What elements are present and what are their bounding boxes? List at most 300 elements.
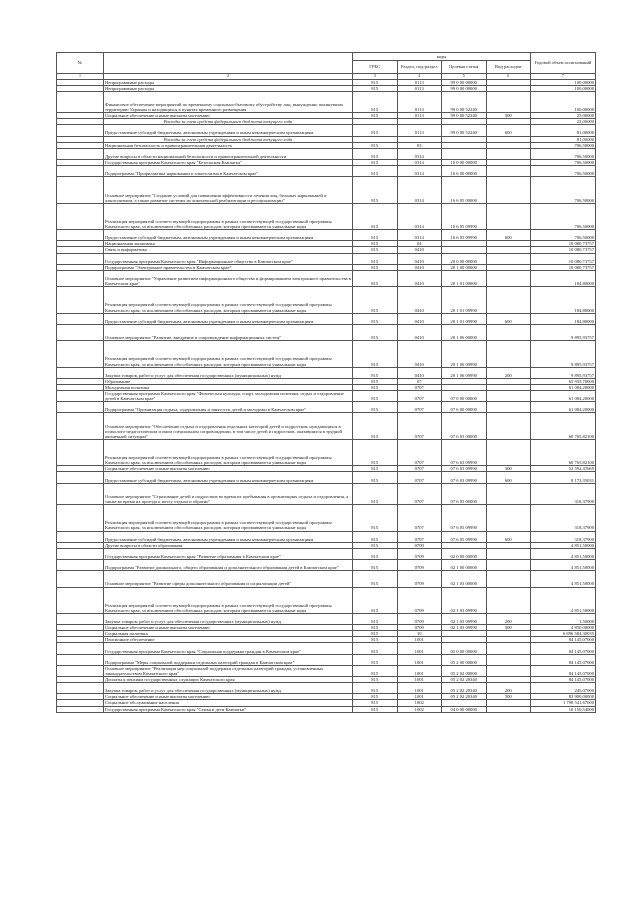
- table-row: [57, 654, 596, 665]
- row-name-cell: Социальное обеспечение и иные выплаты населению: [104, 113, 353, 119]
- row-grbs-cell: 815: [353, 665, 398, 676]
- row-grbs-cell: 815: [353, 694, 398, 700]
- row-vr-cell: [486, 253, 531, 264]
- colnum: 2: [104, 74, 353, 80]
- row-razdel-cell: 0113: [397, 91, 442, 112]
- row-name-cell: Реализация мероприятий соответствующей подпрограммы в рамках соответствующей государственной программы Камчатского края, за исключением обособленных расходов, которым присваиваются уникальные коды: [104, 203, 353, 230]
- row-csr-cell: 02 0 00 00000: [442, 548, 487, 559]
- row-name-cell: Социальное обеспечение и иные выплаты населению: [104, 694, 353, 700]
- row-grbs-cell: 815: [353, 483, 398, 504]
- row-name-cell: Основное мероприятие "Обеспечение отдыха и оздоровления отдельных категорий детей и подростков, нуждающихся в психолого-педагогическом и ином специальном сопровождении, в том числе детей и подростков, оказавшихся в трудной жизненной ситуации": [104, 413, 353, 440]
- row-num-cell: [57, 643, 104, 654]
- row-sum-cell: 83 900,00000: [531, 694, 596, 700]
- row-sum-cell: 1 798 541,67000: [531, 700, 596, 706]
- header-csr: Целевая статья: [442, 61, 487, 74]
- row-sum-cell: 10 080,73757: [531, 253, 596, 264]
- row-csr-cell: 20 1 01 09990: [442, 313, 487, 324]
- budget-table: [56, 52, 596, 713]
- row-csr-cell: 07 6 03 09990: [442, 439, 487, 466]
- row-grbs-cell: 815: [353, 472, 398, 483]
- row-csr-cell: 16 6 00 00000: [442, 166, 487, 177]
- row-csr-cell: 07 6 03 00000: [442, 413, 487, 440]
- row-name-cell: Социальное обеспечение и иные выплаты населению: [104, 466, 353, 472]
- row-grbs-cell: 815: [353, 253, 398, 264]
- row-num-cell: [57, 472, 104, 483]
- row-vr-cell: [486, 483, 531, 504]
- row-num-cell: [57, 270, 104, 286]
- table-row: [57, 587, 596, 614]
- row-csr-cell: 20 1 01 00000: [442, 270, 487, 286]
- row-num-cell: [57, 587, 104, 614]
- row-vr-cell: [486, 91, 531, 112]
- row-csr-cell: 16 6 05 09990: [442, 203, 487, 230]
- row-name-cell: Подпрограмма "Организация отдыха, оздоровления и занятости детей и молодежи в Камчатском крае": [104, 402, 353, 413]
- row-name-cell: Государственная программа Камчатского края "Физическая культура, спорт, молодежная политика, отдых и оздоровление детей в Камчатском крае": [104, 391, 353, 402]
- row-razdel-cell: 0707: [397, 391, 442, 402]
- row-grbs-cell: 815: [353, 631, 398, 637]
- row-num-cell: [57, 125, 104, 136]
- row-num-cell: [57, 148, 104, 159]
- row-grbs-cell: 815: [353, 341, 398, 368]
- row-vr-cell: [486, 287, 531, 314]
- row-grbs-cell: 815: [353, 91, 398, 112]
- row-num-cell: [57, 654, 104, 665]
- row-vr-cell: [486, 505, 531, 532]
- row-csr-cell: 20 0 00 00000: [442, 253, 487, 264]
- table-row: [57, 270, 596, 286]
- row-vr-cell: [486, 341, 531, 368]
- row-razdel-cell: 0709: [397, 542, 442, 548]
- row-sum-cell: 318,37900: [531, 531, 596, 542]
- row-razdel-cell: 1001: [397, 677, 442, 683]
- row-grbs-cell: 815: [353, 148, 398, 159]
- row-razdel-cell: 0410: [397, 341, 442, 368]
- row-razdel-cell: 1001: [397, 637, 442, 643]
- row-num-cell: [57, 253, 104, 264]
- row-razdel-cell: 07: [397, 378, 442, 384]
- row-razdel-cell: 0707: [397, 384, 442, 390]
- row-sum-cell: 100,00000: [531, 79, 596, 85]
- table-row: [57, 313, 596, 324]
- table-row: [57, 341, 596, 368]
- table-row: [57, 391, 596, 402]
- row-csr-cell: 20 1 06 09990: [442, 341, 487, 368]
- row-razdel-cell: 0314: [397, 166, 442, 177]
- row-name-cell: Предоставление субсидий бюджетным, автономным учреждениям и иным некоммерческим организациям: [104, 531, 353, 542]
- row-razdel-cell: 0707: [397, 413, 442, 440]
- row-vr-cell: [486, 548, 531, 559]
- row-num-cell: [57, 324, 104, 340]
- row-vr-cell: 600: [486, 531, 531, 542]
- row-name-cell: Основное мероприятие "Реализация мер социальной поддержки отдельных категорий граждан, установленных законодательством Камчатского края": [104, 665, 353, 676]
- row-grbs-cell: 815: [353, 247, 398, 253]
- row-num-cell: [57, 402, 104, 413]
- row-grbs-cell: 815: [353, 142, 398, 148]
- row-csr-cell: 02 1 03 09990: [442, 587, 487, 614]
- row-sum-cell: 706,50000: [531, 159, 596, 165]
- header-vr: Вид расходов: [486, 61, 531, 74]
- row-grbs-cell: 815: [353, 683, 398, 694]
- table-row: [57, 683, 596, 694]
- row-razdel-cell: 0410: [397, 367, 442, 378]
- row-sum-cell: 65 935,70000: [531, 378, 596, 384]
- row-grbs-cell: 815: [353, 159, 398, 165]
- row-razdel-cell: 0410: [397, 253, 442, 264]
- colnum: 4: [397, 74, 442, 80]
- row-csr-cell: 16 6 05 00000: [442, 177, 487, 204]
- row-razdel-cell: 0314: [397, 159, 442, 165]
- row-num-cell: [57, 413, 104, 440]
- row-razdel-cell: 0410: [397, 287, 442, 314]
- table-row: [57, 483, 596, 504]
- row-grbs-cell: 815: [353, 177, 398, 204]
- row-name-cell: Предоставление субсидий бюджетным, автономным учреждениям и иным некоммерческим организациям: [104, 230, 353, 241]
- row-name-cell: Непрограммные расходы: [104, 79, 353, 85]
- row-grbs-cell: 815: [353, 384, 398, 390]
- header-sum: Годовой объем ассигнований: [531, 53, 596, 74]
- row-grbs-cell: 815: [353, 625, 398, 631]
- row-sum-cell: 4 851,50000: [531, 560, 596, 571]
- row-num-cell: [57, 665, 104, 676]
- row-razdel-cell: 0410: [397, 247, 442, 253]
- row-sum-cell: 318,37900: [531, 483, 596, 504]
- row-vr-cell: 600: [486, 472, 531, 483]
- row-num-cell: [57, 505, 104, 532]
- row-sum-cell: 61 084,20000: [531, 402, 596, 413]
- row-name-cell: Молодежная политика: [104, 384, 353, 390]
- row-csr-cell: 20 1 00 00000: [442, 264, 487, 270]
- row-grbs-cell: 815: [353, 270, 398, 286]
- row-name-cell: Реализация мероприятий соответствующей подпрограммы в рамках соответствующей государственной программы Камчатского края, за исключением обособленных расходов, которым присваиваются уникальные коды: [104, 287, 353, 314]
- row-sum-cell: 81,00000: [531, 136, 596, 142]
- row-razdel-cell: 0410: [397, 324, 442, 340]
- row-csr-cell: 99 0 00 00000: [442, 85, 487, 91]
- row-sum-cell: 84 145,07000: [531, 637, 596, 643]
- row-grbs-cell: 815: [353, 700, 398, 706]
- row-sum-cell: 10 150,54000: [531, 706, 596, 712]
- row-csr-cell: 20 1 06 00000: [442, 324, 487, 340]
- row-grbs-cell: 815: [353, 413, 398, 440]
- row-num-cell: [57, 166, 104, 177]
- row-vr-cell: 600: [486, 125, 531, 136]
- row-razdel-cell: 0410: [397, 313, 442, 324]
- row-num-cell: [57, 571, 104, 587]
- row-grbs-cell: 815: [353, 643, 398, 654]
- table-row: [57, 402, 596, 413]
- row-grbs-cell: 815: [353, 367, 398, 378]
- row-sum-cell: 9 895,93757: [531, 341, 596, 368]
- row-sum-cell: 706,50000: [531, 142, 596, 148]
- colnum: 5: [442, 74, 487, 80]
- row-csr-cell: 07 6 03 09990: [442, 472, 487, 483]
- row-razdel-cell: 0707: [397, 505, 442, 532]
- row-razdel-cell: 0314: [397, 203, 442, 230]
- row-vr-cell: 300: [486, 694, 531, 700]
- table-row: [57, 614, 596, 625]
- row-sum-cell: 84 145,07000: [531, 654, 596, 665]
- row-razdel-cell: 0709: [397, 614, 442, 625]
- header-razdel: Раздел, под-раздел: [397, 61, 442, 74]
- colnum: 1: [57, 74, 104, 80]
- row-name-cell: Финансовое обеспечение мероприятий по временному социально-бытовому обустройству лиц, вынужденно покинувших территорию Украины и находящихся в пунктах временного размещения: [104, 91, 353, 112]
- row-sum-cell: 60 765,82100: [531, 413, 596, 440]
- row-num-cell: [57, 313, 104, 324]
- row-grbs-cell: 815: [353, 531, 398, 542]
- row-csr-cell: 02 1 03 09990: [442, 625, 487, 631]
- row-name-cell: Образование: [104, 378, 353, 384]
- table-row: [57, 230, 596, 241]
- budget-table-page: [56, 52, 596, 713]
- row-sum-cell: 8 173,35031: [531, 472, 596, 483]
- row-sum-cell: 10 080,73757: [531, 264, 596, 270]
- header-row-1: [57, 53, 596, 61]
- row-grbs-cell: 815: [353, 439, 398, 466]
- table-row: [57, 177, 596, 204]
- row-name-cell: Реализация мероприятий соответствующей подпрограммы в рамках соответствующей государственной программы Камчатского края, за исключением обособленных расходов, которым присваиваются уникальные коды: [104, 439, 353, 466]
- row-vr-cell: [486, 560, 531, 571]
- row-razdel-cell: 0113: [397, 85, 442, 91]
- row-name-cell: Основное мероприятие "Управление развитием информационного общества и формированием электронного правительства в Камчатском крае": [104, 270, 353, 286]
- row-csr-cell: 07 6 05 00000: [442, 483, 487, 504]
- row-razdel-cell: 0410: [397, 264, 442, 270]
- row-vr-cell: [486, 665, 531, 676]
- row-csr-cell: 05 2 02 20340: [442, 694, 487, 700]
- row-name-cell: Основное мероприятие "Развитие, внедрение и сопровождение информационных систем": [104, 324, 353, 340]
- row-num-cell: [57, 483, 104, 504]
- row-csr-cell: 16 6 05 09990: [442, 230, 487, 241]
- row-sum-cell: 100,00000: [531, 91, 596, 112]
- row-csr-cell: 05 2 02 00000: [442, 665, 487, 676]
- row-num-cell: [57, 203, 104, 230]
- row-name-cell: Социальная политика: [104, 631, 353, 637]
- row-razdel-cell: 03: [397, 142, 442, 148]
- row-sum-cell: 84 145,07000: [531, 665, 596, 676]
- colnum: 7: [531, 74, 596, 80]
- row-name-cell: Пенсионное обеспечение: [104, 637, 353, 643]
- table-row: [57, 560, 596, 571]
- row-razdel-cell: 0707: [397, 439, 442, 466]
- row-sum-cell: 4 851,50000: [531, 587, 596, 614]
- row-num-cell: [57, 548, 104, 559]
- table-row: [57, 548, 596, 559]
- row-razdel-cell: 0707: [397, 466, 442, 472]
- row-vr-cell: [486, 402, 531, 413]
- row-name-cell: Расходы за счет средств федерального бюджета текущего года: [104, 136, 353, 142]
- row-csr-cell: 02 1 03 00000: [442, 571, 487, 587]
- row-name-cell: Социальное обслуживание населения: [104, 700, 353, 706]
- row-grbs-cell: 815: [353, 391, 398, 402]
- row-vr-cell: [486, 324, 531, 340]
- row-num-cell: [57, 177, 104, 204]
- row-vr-cell: [486, 203, 531, 230]
- row-vr-cell: 600: [486, 313, 531, 324]
- row-name-cell: Предоставление субсидий бюджетным, автономным учреждениям и иным некоммерческим организациям: [104, 313, 353, 324]
- row-grbs-cell: 815: [353, 571, 398, 587]
- row-grbs-cell: 815: [353, 378, 398, 384]
- row-name-cell: Государственная программа Камчатского края "Развитие образования в Камчатском крае": [104, 548, 353, 559]
- row-name-cell: Подпрограмма "Профилактика наркомании и алкоголизма в Камчатском крае": [104, 166, 353, 177]
- row-grbs-cell: 815: [353, 324, 398, 340]
- row-vr-cell: [486, 439, 531, 466]
- row-vr-cell: [486, 587, 531, 614]
- row-sum-cell: 245,07000: [531, 683, 596, 694]
- row-name-cell: Национальная экономика: [104, 241, 353, 247]
- row-num-cell: [57, 683, 104, 694]
- row-grbs-cell: 815: [353, 637, 398, 643]
- table-row: [57, 91, 596, 112]
- row-vr-cell: 200: [486, 614, 531, 625]
- row-sum-cell: 4 851,50000: [531, 548, 596, 559]
- row-name-cell: Предоставление субсидий бюджетным, автономным учреждениям и иным некоммерческим организациям: [104, 125, 353, 136]
- row-name-cell: Закупка товаров, работ и услуг для обеспечения государственных (муниципальных) нужд: [104, 614, 353, 625]
- row-csr-cell: 02 1 03 09990: [442, 614, 487, 625]
- row-grbs-cell: 815: [353, 548, 398, 559]
- row-name-cell: Национальная безопасность и правоохранительная деятельность: [104, 142, 353, 148]
- row-grbs-cell: 815: [353, 85, 398, 91]
- row-name-cell: Другие вопросы в области образования: [104, 542, 353, 548]
- table-row: [57, 571, 596, 587]
- row-grbs-cell: 815: [353, 264, 398, 270]
- row-razdel-cell: 0314: [397, 177, 442, 204]
- row-grbs-cell: 815: [353, 230, 398, 241]
- row-csr-cell: 99 0 00 52240: [442, 113, 487, 119]
- row-sum-cell: 184,80000: [531, 270, 596, 286]
- row-name-cell: Непрограммные расходы: [104, 85, 353, 91]
- row-num-cell: [57, 614, 104, 625]
- table-row: [57, 665, 596, 676]
- row-csr-cell: 05 0 00 00000: [442, 643, 487, 654]
- row-num-cell: [57, 439, 104, 466]
- row-razdel-cell: 1001: [397, 643, 442, 654]
- row-grbs-cell: 815: [353, 706, 398, 712]
- colnum: 3: [353, 74, 398, 80]
- row-razdel-cell: 0113: [397, 113, 442, 119]
- row-razdel-cell: 0707: [397, 531, 442, 542]
- table-body: [57, 79, 596, 712]
- row-razdel-cell: 0709: [397, 548, 442, 559]
- row-name-cell: Закупка товаров, работ и услуг для обеспечения государственных (муниципальных) нужд: [104, 367, 353, 378]
- row-sum-cell: 9 895,93757: [531, 324, 596, 340]
- row-sum-cell: 706,50000: [531, 230, 596, 241]
- table-row: [57, 367, 596, 378]
- row-name-cell: Предоставление субсидий бюджетным, автономным учреждениям и иным некоммерческим организациям: [104, 472, 353, 483]
- table-row: [57, 439, 596, 466]
- row-name-cell: Подпрограмма "Меры социальной поддержки отдельных категорий граждан в Камчатском крае": [104, 654, 353, 665]
- row-grbs-cell: 815: [353, 402, 398, 413]
- row-sum-cell: 6 896 584,30035: [531, 631, 596, 637]
- row-csr-cell: 07 6 05 09990: [442, 505, 487, 532]
- row-razdel-cell: 10: [397, 631, 442, 637]
- row-sum-cell: 9 895,93757: [531, 367, 596, 378]
- table-row: [57, 531, 596, 542]
- row-grbs-cell: 815: [353, 113, 398, 119]
- row-sum-cell: 61 084,20000: [531, 391, 596, 402]
- row-vr-cell: 200: [486, 367, 531, 378]
- row-razdel-cell: 0707: [397, 472, 442, 483]
- row-csr-cell: 07 0 00 00000: [442, 391, 487, 402]
- row-vr-cell: [486, 643, 531, 654]
- row-grbs-cell: 815: [353, 313, 398, 324]
- row-grbs-cell: 815: [353, 587, 398, 614]
- table-row: [57, 505, 596, 532]
- row-razdel-cell: 0113: [397, 79, 442, 85]
- row-vr-cell: [486, 148, 531, 159]
- row-sum-cell: 706,50000: [531, 166, 596, 177]
- table-row: [57, 253, 596, 264]
- row-razdel-cell: 0707: [397, 402, 442, 413]
- row-csr-cell: 02 1 00 00000: [442, 560, 487, 571]
- row-sum-cell: 10 080,73757: [531, 247, 596, 253]
- row-sum-cell: 4 851,50000: [531, 542, 596, 548]
- row-num-cell: [57, 91, 104, 112]
- row-sum-cell: 1,50000: [531, 614, 596, 625]
- row-razdel-cell: 1001: [397, 665, 442, 676]
- row-name-cell: Реализация мероприятий соответствующей подпрограммы в рамках соответствующей государственной программы Камчатского края, за исключением обособленных расходов, которым присваиваются уникальные коды: [104, 341, 353, 368]
- row-csr-cell: 20 1 06 09990: [442, 367, 487, 378]
- row-sum-cell: 706,50000: [531, 177, 596, 204]
- row-razdel-cell: 04: [397, 241, 442, 247]
- row-csr-cell: 04 0 00 00000: [442, 706, 487, 712]
- row-razdel-cell: 0707: [397, 483, 442, 504]
- header-codes: коды: [353, 53, 531, 61]
- row-razdel-cell: 0709: [397, 625, 442, 631]
- row-sum-cell: 84 145,07000: [531, 677, 596, 683]
- row-razdel-cell: 0709: [397, 560, 442, 571]
- row-sum-cell: 84 145,07000: [531, 643, 596, 654]
- row-csr-cell: [442, 148, 487, 159]
- row-name-cell: Государственная программа Камчатского края "Безопасная Камчатка": [104, 159, 353, 165]
- row-grbs-cell: 815: [353, 677, 398, 683]
- row-grbs-cell: 815: [353, 79, 398, 85]
- row-num-cell: [57, 367, 104, 378]
- row-sum-cell: 25,00000: [531, 119, 596, 125]
- table-row: [57, 413, 596, 440]
- row-sum-cell: 184,80000: [531, 313, 596, 324]
- row-sum-cell: 706,50000: [531, 148, 596, 159]
- row-vr-cell: [486, 270, 531, 286]
- row-razdel-cell: 1001: [397, 683, 442, 694]
- row-sum-cell: 4 851,50000: [531, 571, 596, 587]
- row-csr-cell: 07 6 03 09990: [442, 466, 487, 472]
- row-razdel-cell: 1002: [397, 706, 442, 712]
- row-razdel-cell: 0410: [397, 270, 442, 286]
- row-grbs-cell: 815: [353, 560, 398, 571]
- row-num-cell: [57, 230, 104, 241]
- row-sum-cell: 52 592,47669: [531, 466, 596, 472]
- row-num-cell: [57, 287, 104, 314]
- row-sum-cell: 100,00000: [531, 85, 596, 91]
- row-csr-cell: 05 2 00 00000: [442, 654, 487, 665]
- row-razdel-cell: 1001: [397, 694, 442, 700]
- row-num-cell: [57, 706, 104, 712]
- row-vr-cell: [486, 706, 531, 712]
- row-grbs-cell: 815: [353, 542, 398, 548]
- row-csr-cell: 99 0 00 52240: [442, 125, 487, 136]
- header-name: [104, 53, 353, 74]
- row-grbs-cell: 815: [353, 203, 398, 230]
- row-num-cell: [57, 391, 104, 402]
- row-csr-cell: 07 6 00 00000: [442, 402, 487, 413]
- row-num-cell: [57, 560, 104, 571]
- table-row: [57, 125, 596, 136]
- row-grbs-cell: 815: [353, 505, 398, 532]
- row-razdel-cell: 0709: [397, 571, 442, 587]
- row-name-cell: Основное мероприятие "Страхование детей и подростков во время их пребывания в организациях отдыха и оздоровления, а также во время их проезда к месту отдыха и обратно": [104, 483, 353, 504]
- row-name-cell: Реализация мероприятий соответствующей подпрограммы в рамках соответствующей государственной программы Камчатского края, за исключением обособленных расходов, которым присваиваются уникальные коды: [104, 587, 353, 614]
- row-csr-cell: 99 0 00 52240: [442, 91, 487, 112]
- row-vr-cell: [486, 177, 531, 204]
- row-name-cell: Подпрограмма "Развитие дошкольного, общего образования и дополнительного образования детей в Камчатском крае": [104, 560, 353, 571]
